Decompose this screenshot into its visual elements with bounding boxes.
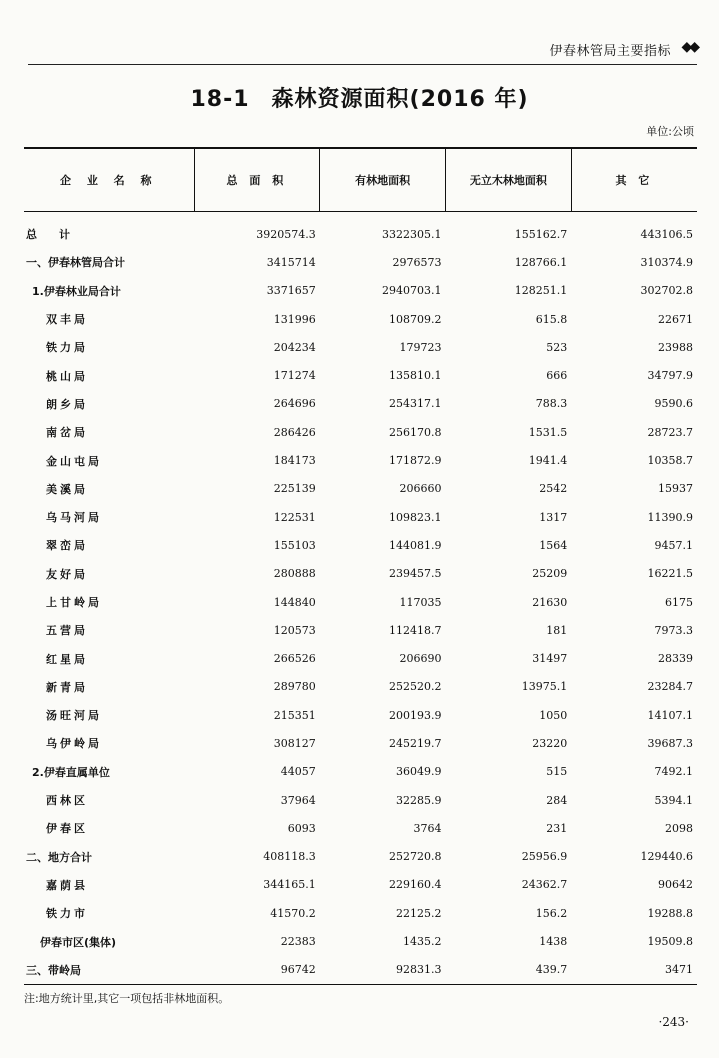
header-forested-area: 有林地面积 (320, 148, 446, 212)
cell-total-area: 44057 (280, 765, 316, 779)
table-row (24, 446, 697, 474)
header-enterprise-name: 企 业 名 称 (24, 148, 194, 212)
cell-other-area: 14107.1 (647, 708, 693, 722)
cell-treeless-area: 284 (546, 793, 568, 807)
table-row (24, 673, 697, 701)
cell-other-area: 19288.8 (647, 906, 693, 920)
table-row (24, 361, 697, 389)
cell-total-area: 204234 (273, 340, 316, 354)
row-enterprise-name: 汤旺河局 (46, 709, 102, 723)
cell-total-area: 308127 (273, 736, 316, 750)
table-row (24, 814, 697, 842)
cell-total-area: 225139 (273, 482, 316, 496)
table-header-row (24, 148, 697, 212)
header-other: 其 它 (571, 148, 697, 212)
cell-treeless-area: 666 (546, 369, 568, 383)
cell-total-area: 286426 (273, 425, 316, 439)
cell-forested-area: 108709.2 (389, 312, 442, 326)
row-enterprise-name: 上甘岭局 (46, 596, 102, 609)
cell-total-area: 6093 (287, 821, 316, 835)
cell-treeless-area: 615.8 (535, 312, 568, 326)
table-row (24, 248, 697, 276)
table-row (24, 729, 697, 757)
row-enterprise-name: 嘉荫县 (46, 878, 88, 892)
cell-total-area: 96742 (194, 956, 320, 985)
cell-other-area: 23284.7 (647, 680, 693, 694)
cell-forested-area: 135810.1 (389, 369, 442, 383)
row-enterprise-name: 铁力市 (46, 907, 88, 921)
cell-other-area: 2098 (665, 821, 693, 835)
diamond-ornament-icon: ◆◆ (681, 39, 697, 55)
row-enterprise-name: 金山屯局 (46, 454, 102, 468)
cell-forested-area: 245219.7 (389, 736, 442, 750)
cell-other-area: 22671 (658, 312, 693, 326)
table-row (24, 305, 697, 333)
cell-total-area: 41570.2 (270, 906, 316, 920)
table-row (24, 899, 697, 927)
cell-other-area: 16221.5 (647, 567, 693, 581)
row-enterprise-name: 友好局 (46, 567, 88, 581)
table-row (24, 644, 697, 672)
table-row (24, 333, 697, 361)
cell-treeless-area: 2542 (539, 482, 568, 496)
row-enterprise-name: 1.伊春林业局合计 (32, 284, 121, 298)
cell-treeless-area: 25209 (532, 567, 568, 581)
table-row (24, 588, 697, 616)
cell-forested-area: 2976573 (392, 255, 442, 269)
table-row (24, 616, 697, 644)
table-row (24, 758, 697, 786)
cell-other-area: 9457.1 (654, 538, 693, 552)
cell-treeless-area: 128251.1 (514, 284, 568, 298)
cell-treeless-area: 515 (546, 765, 568, 779)
cell-other-area: 11390.9 (647, 510, 693, 524)
cell-forested-area: 36049.9 (396, 765, 442, 779)
cell-forested-area: 229160.4 (389, 878, 442, 892)
cell-treeless-area: 1438 (539, 935, 568, 949)
cell-other-area: 7492.1 (654, 765, 693, 779)
cell-total-area: 171274 (273, 369, 316, 383)
table-row (24, 843, 697, 871)
cell-treeless-area: 181 (546, 623, 568, 637)
forest-area-table (24, 147, 697, 985)
page-number: ·243· (658, 1015, 689, 1029)
cell-forested-area: 117035 (399, 595, 442, 609)
row-enterprise-name: 铁力局 (46, 341, 88, 355)
table-row (24, 277, 697, 305)
cell-forested-area: 22125.2 (396, 906, 442, 920)
cell-other-area: 6175 (665, 595, 693, 609)
cell-forested-area: 252520.2 (389, 680, 442, 694)
table-row (24, 927, 697, 955)
cell-total-area: 22383 (280, 935, 316, 949)
cell-other-area: 23988 (658, 340, 693, 354)
cell-forested-area: 112418.7 (389, 623, 442, 637)
cell-forested-area: 256170.8 (389, 425, 442, 439)
row-enterprise-name: 双丰局 (46, 313, 88, 327)
cell-total-area: 184173 (273, 454, 316, 468)
cell-treeless-area: 23220 (532, 736, 568, 750)
cell-treeless-area: 1531.5 (528, 425, 568, 439)
cell-forested-area: 239457.5 (389, 567, 442, 581)
cell-treeless-area: 155162.7 (514, 227, 568, 241)
running-header (28, 38, 697, 65)
row-enterprise-name: 朗乡局 (46, 397, 88, 411)
header-text: 伊春林管局主要指标 (549, 44, 671, 59)
row-enterprise-name: 红星局 (46, 652, 88, 666)
cell-total-area: 120573 (273, 623, 316, 637)
cell-treeless-area: 523 (546, 340, 568, 354)
cell-treeless-area: 231 (546, 821, 568, 835)
cell-other-area: 443106.5 (640, 227, 693, 241)
row-enterprise-name: 西林区 (46, 794, 88, 808)
cell-forested-area: 144081.9 (389, 538, 442, 552)
table-row (24, 212, 697, 249)
row-enterprise-name: 桃山局 (46, 369, 88, 383)
header-total-area: 总 面 积 (194, 148, 320, 212)
cell-total-area: 289780 (273, 680, 316, 694)
cell-other-area: 10358.7 (647, 454, 693, 468)
row-enterprise-name: 2.伊春直属单位 (32, 765, 110, 779)
row-enterprise-name: 新青局 (46, 680, 88, 694)
cell-total-area: 144840 (273, 595, 316, 609)
cell-forested-area: 109823.1 (389, 510, 442, 524)
cell-other-area: 310374.9 (640, 255, 693, 269)
cell-total-area: 344165.1 (263, 878, 316, 892)
cell-forested-area: 3764 (413, 821, 442, 835)
row-enterprise-name: 伊春区 (46, 822, 88, 836)
cell-total-area: 131996 (273, 312, 316, 326)
table-row (24, 531, 697, 559)
cell-other-area: 34797.9 (647, 369, 693, 383)
row-enterprise-name: 一、伊春林管局合计 (26, 256, 125, 270)
cell-other-area: 39687.3 (647, 736, 693, 750)
footnote: 注:地方统计里,其它一项包括非林地面积。 (24, 992, 230, 1005)
cell-other-area: 28723.7 (647, 425, 693, 439)
row-enterprise-name: 二、地方合计 (26, 850, 92, 864)
cell-forested-area: 206690 (399, 652, 442, 666)
row-enterprise-name: 南岔局 (46, 426, 88, 440)
cell-other-area: 3471 (571, 956, 697, 985)
cell-treeless-area: 128766.1 (514, 255, 568, 269)
cell-treeless-area: 1564 (539, 538, 568, 552)
cell-forested-area: 3322305.1 (382, 227, 442, 241)
cell-other-area: 9590.6 (654, 397, 693, 411)
cell-forested-area: 32285.9 (396, 793, 442, 807)
cell-treeless-area: 1941.4 (528, 454, 568, 468)
cell-total-area: 3920574.3 (256, 227, 316, 241)
table-row (24, 956, 697, 985)
cell-treeless-area: 25956.9 (521, 850, 568, 864)
cell-other-area: 129440.6 (640, 850, 693, 864)
cell-total-area: 3371657 (266, 284, 316, 298)
unit-label: 单位:公顷 (646, 125, 694, 138)
table-row (24, 701, 697, 729)
cell-forested-area: 179723 (399, 340, 442, 354)
cell-forested-area: 206660 (399, 482, 442, 496)
cell-forested-area: 2940703.1 (382, 284, 442, 298)
cell-total-area: 155103 (273, 538, 316, 552)
cell-total-area: 215351 (273, 708, 316, 722)
row-enterprise-name: 总 计 (26, 228, 70, 242)
table-row (24, 390, 697, 418)
table-body (24, 212, 697, 985)
cell-forested-area: 254317.1 (389, 397, 442, 411)
cell-forested-area: 1435.2 (403, 935, 442, 949)
cell-total-area: 122531 (273, 510, 316, 524)
cell-forested-area: 92831.3 (320, 956, 446, 985)
cell-other-area: 5394.1 (654, 793, 693, 807)
row-enterprise-name: 乌马河局 (46, 511, 102, 525)
table-row (24, 560, 697, 588)
cell-treeless-area: 24362.7 (521, 878, 568, 892)
row-enterprise-name: 翠峦局 (46, 539, 88, 553)
cell-other-area: 302702.8 (640, 284, 693, 298)
cell-treeless-area: 1050 (539, 708, 568, 722)
cell-other-area: 15937 (658, 482, 693, 496)
cell-other-area: 90642 (658, 878, 693, 892)
cell-other-area: 28339 (658, 652, 693, 666)
table-row (24, 786, 697, 814)
cell-other-area: 19509.8 (647, 935, 693, 949)
cell-total-area: 266526 (273, 652, 316, 666)
cell-treeless-area: 788.3 (535, 397, 568, 411)
row-enterprise-name: 美溪局 (46, 482, 88, 496)
cell-treeless-area: 156.2 (535, 906, 568, 920)
table-number: 18-1 (190, 87, 250, 112)
cell-treeless-area: 21630 (532, 595, 568, 609)
cell-treeless-area: 31497 (532, 652, 568, 666)
cell-forested-area: 200193.9 (389, 708, 442, 722)
cell-treeless-area: 1317 (539, 510, 568, 524)
row-enterprise-name: 五营局 (46, 624, 88, 638)
table-row (24, 418, 697, 446)
table-row (24, 475, 697, 503)
header-treeless-area: 无立木林地面积 (446, 148, 572, 212)
page-title (0, 82, 719, 113)
cell-other-area: 7973.3 (654, 623, 693, 637)
cell-total-area: 264696 (273, 397, 316, 411)
row-enterprise-name: 三、带岭局 (24, 956, 194, 985)
row-enterprise-name: 乌伊岭局 (46, 737, 102, 751)
cell-treeless-area: 13975.1 (521, 680, 568, 694)
cell-forested-area: 171872.9 (389, 454, 442, 468)
cell-forested-area: 252720.8 (389, 850, 442, 864)
table-title: 森林资源面积(2016 年) (271, 87, 529, 112)
cell-total-area: 37964 (280, 793, 316, 807)
cell-treeless-area: 439.7 (446, 956, 572, 985)
table-row (24, 871, 697, 899)
table-row (24, 503, 697, 531)
cell-total-area: 3415714 (266, 255, 316, 269)
row-enterprise-name: 伊春市区(集体) (40, 935, 117, 949)
cell-total-area: 280888 (273, 567, 316, 581)
cell-total-area: 408118.3 (263, 850, 316, 864)
